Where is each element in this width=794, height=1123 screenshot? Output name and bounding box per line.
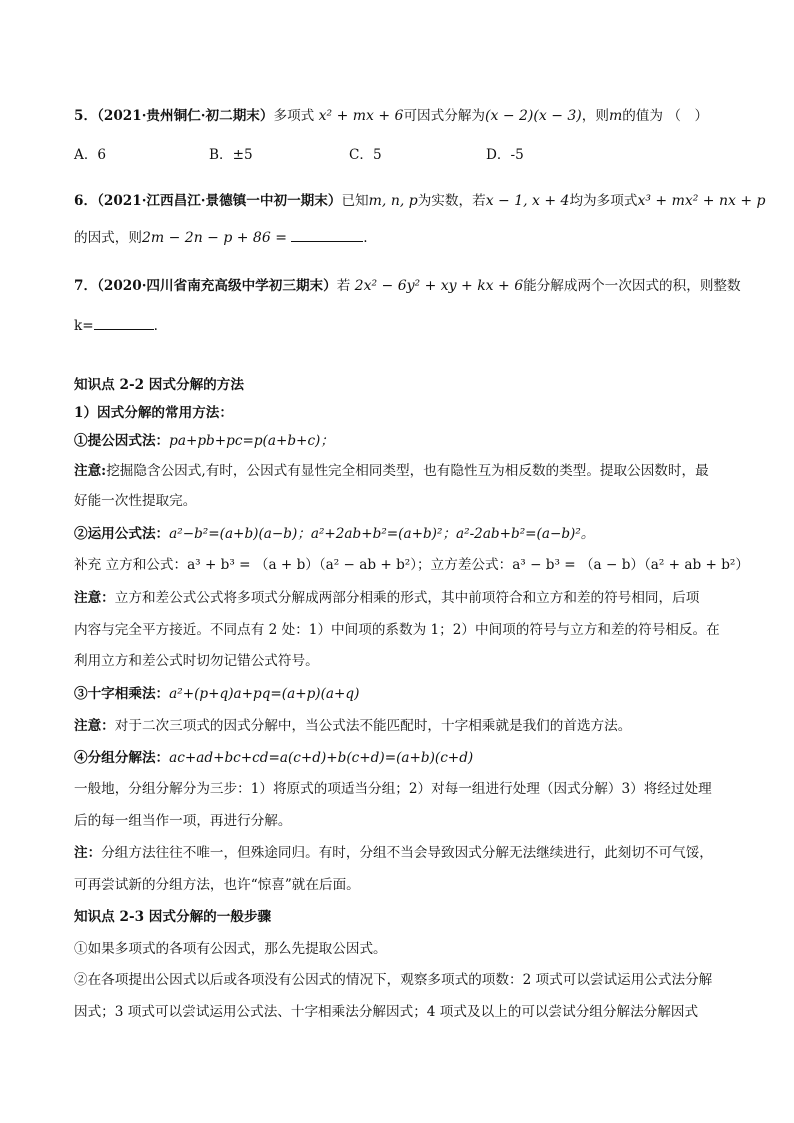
q5-source: （2021·贵州铜仁·初二期末）: [97, 108, 274, 124]
question-7: [74, 276, 741, 296]
note-1-label: 注意:: [74, 463, 107, 479]
note-3-label: 注意：: [74, 718, 115, 734]
q6-end: .: [363, 230, 368, 246]
q7-text-2: 能分解成两个一次因式的积，则整数: [523, 278, 741, 294]
note-1-line-2: 好能一次性提取完。: [74, 493, 197, 509]
method-1-formula: pa+pb+pc=p(a+b+c)；: [169, 433, 334, 449]
note-1-line-1: [74, 461, 709, 481]
section-2-3-title: 知识点 2-3 因式分解的一般步骤: [74, 909, 272, 925]
note-4-text-1: 分组方法往往不唯一，但殊途同归。有时，分组不当会导致因式分解无法继续进行，此刻切不可气馁，: [101, 845, 713, 861]
question-6-line-2: [74, 227, 368, 248]
q7-polynomial: 2x² − 6y² + xy + kx + 6: [354, 278, 524, 294]
q5-text-3: ，则: [581, 108, 609, 124]
note-4-line-1: [74, 843, 713, 863]
supplement: [74, 555, 749, 575]
grouping-steps-line-2: 后的每一组当作一项，再进行分解。: [74, 813, 292, 829]
q5-text-2: 可因式分解为: [403, 108, 486, 124]
q5-text-4: 的值为 （ ）: [622, 108, 709, 124]
q7-answer-blank[interactable]: [94, 315, 154, 330]
q7-number: 7．: [74, 278, 98, 294]
method-2-label: ②运用公式法：: [74, 526, 170, 542]
supplement-text: 立方和公式：a³ + b³ = （a + b）（a² − ab + b²）；立方差公式：a³ − b³ = （a − b）（a² + ab + b²）: [105, 557, 749, 573]
method-4-formula: ac+ad+bc+cd=a(c+d)+b(c+d)=(a+b)(c+d): [169, 750, 474, 766]
q5-option-d[interactable]: D．-5: [486, 147, 524, 163]
method-4-label: ④分组分解法：: [74, 750, 170, 766]
q6-variables: m, n, p: [368, 193, 418, 209]
note-2-line-3: 利用立方和差公式时切勿记错公式符号。: [74, 653, 319, 669]
q5-number: 5．: [74, 108, 98, 124]
section-2-2-title: 知识点 2-2 因式分解的方法: [74, 377, 244, 393]
note-4-line-2: 可再尝试新的分组方法，也许“惊喜”就在后面。: [74, 877, 360, 893]
method-4: [74, 748, 473, 768]
method-3-label: ③十字相乘法：: [74, 686, 170, 702]
q6-expression: 2m − 2n − p + 86 =: [141, 230, 287, 246]
method-1-label: ①提公因式法：: [74, 433, 170, 449]
note-3-text: 对于二次三项式的因式分解中，当公式法不能匹配时，十字相乘就是我们的首选方法。: [114, 718, 632, 734]
q6-number: 6．: [74, 193, 98, 209]
q7-source: （2020·四川省南充高级中学初三期末）: [97, 278, 337, 294]
q6-answer-blank[interactable]: [291, 227, 363, 242]
q5-factorization: (x − 2)(x − 3): [485, 108, 582, 124]
q5-option-a[interactable]: A．6: [74, 147, 107, 163]
q7-end: .: [153, 318, 158, 334]
note-1-text-1: 挖掘隐含公因式,有时，公因式有显性完全相同类型，也有隐性互为相反数的类型。提取公因数时，最: [106, 463, 709, 479]
note-4-label: 注：: [74, 845, 102, 861]
section-2-2-subtitle: 1）因式分解的常用方法：: [74, 405, 233, 421]
q6-text-3: 均为多项式: [569, 193, 638, 209]
method-3-formula: a²+(p+q)a+pq=(a+p)(a+q): [169, 686, 360, 702]
q6-source: （2021·江西昌江·景德镇一中初一期末）: [97, 193, 342, 209]
step-1: ①如果多项式的各项有公因式，那么先提取公因式。: [74, 941, 387, 957]
q6-factors: x − 1, x + 4: [485, 193, 570, 209]
method-1: [74, 431, 334, 451]
supplement-label: 补充: [74, 557, 102, 573]
question-7-line-2: [74, 315, 158, 336]
note-2-line-1: [74, 588, 699, 608]
note-2-label: 注意：: [74, 590, 115, 606]
q6-polynomial: x³ + mx² + nx + p: [637, 193, 766, 209]
q5-expression: x² + mx + 6: [318, 108, 404, 124]
grouping-steps-line-1: 一般地，分组分解分为三步：1）将原式的项适当分组；2）对每一组进行处理（因式分解）3）将经过处理: [74, 781, 712, 797]
note-3: [74, 716, 631, 736]
question-5: [74, 106, 708, 126]
q6-line2-text: 的因式，则: [74, 230, 142, 246]
q5-variable: m: [608, 108, 623, 124]
q7-text-1: 若: [336, 278, 351, 294]
note-2-text-1: 立方和差公式公式将多项式分解成两部分相乘的形式，其中前项符合和立方和差的符号相同，后项: [114, 590, 700, 606]
q6-text-1: 已知: [341, 193, 369, 209]
question-6: [74, 191, 766, 211]
method-2: [74, 524, 594, 544]
q7-line2-text: k=: [74, 318, 94, 334]
step-2-line-2: 因式；3 项式可以尝试运用公式法、十字相乘法分解因式；4 项式及以上的可以尝试分组分解法分解因式: [74, 1004, 699, 1020]
q6-text-2: 为实数，若: [417, 193, 486, 209]
q5-option-c[interactable]: C．5: [349, 147, 382, 163]
note-2-line-2: 内容与完全平方接近。不同点有 2 处：1）中间项的系数为 1；2）中间项的符号与立方和差的符号相反。在: [74, 622, 720, 638]
q5-option-b[interactable]: B．±5: [209, 147, 253, 163]
step-2-line-1: ②在各项提出公因式以后或各项没有公因式的情况下，观察多项式的项数：2 项式可以尝试运用公式法分解: [74, 972, 713, 988]
method-2-formula: a²−b²=(a+b)(a−b)；a²+2ab+b²=(a+b)²；a²-2ab+b²=(a−b)²。: [169, 526, 595, 542]
method-3: [74, 684, 359, 704]
q5-text-1: 多项式: [273, 108, 315, 124]
